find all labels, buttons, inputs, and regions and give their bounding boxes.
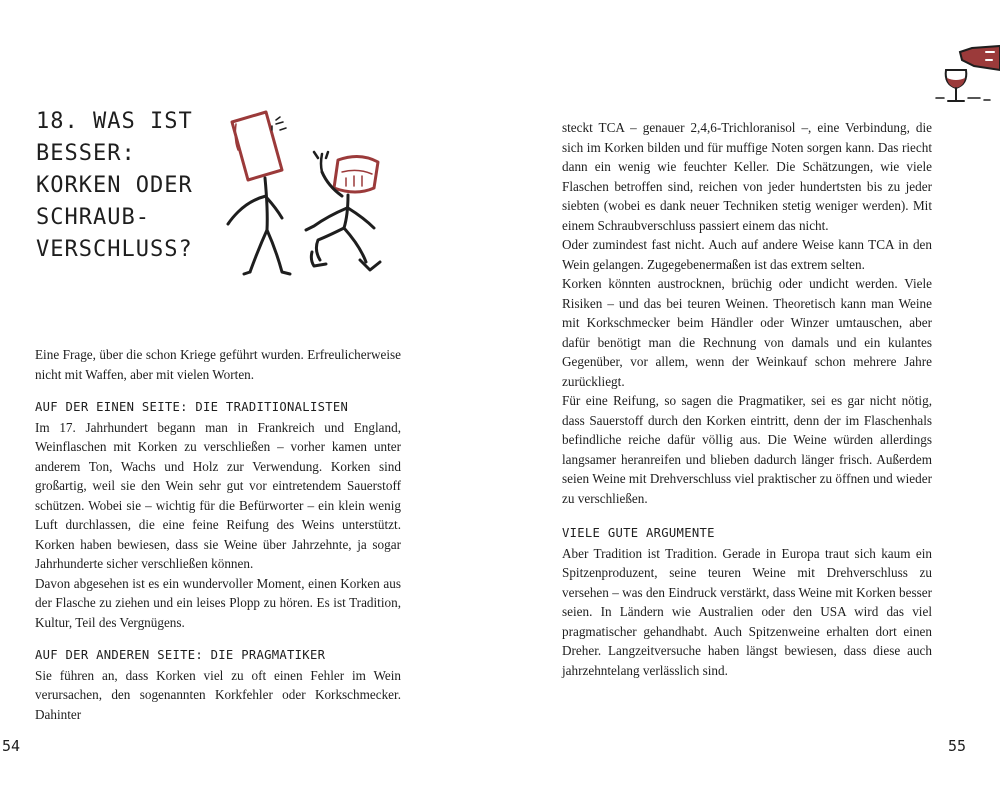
paragraph: Korken könnten austrocknen, brüchig oder undicht werden. Viele Risiken – und das bei teuren Weinen. Theoretisch kann man Weine mit Korkschmecker beim Händler oder Winzer umtauschen, aber dafür benötigt man die Rechnung von damals und ein kulantes Gegenüber, vor allem, wenn der Weinkauf schon mehrere Jahre zurückliegt. xyxy=(562,276,932,389)
cork-vs-screwcap-illustration xyxy=(210,100,400,285)
paragraph: Sie führen an, dass Korken viel zu oft einen Fehler im Wein verursachen, den sogenannten Korkfehler oder Korkschmecker. Dahinter xyxy=(35,667,401,722)
paragraph: steckt TCA – genauer 2,4,6-Trichloranisol –, eine Verbindung, die sich im Korken bilden und für muffige Noten sorgen kann. Das riecht dann ein wenig wie feuchter Keller. Die Schätzungen, wie viele Flaschen betroffen sind, reichen von jeder hundertsten bis zu jeder siebten (wobei es dank neuer Techniken stetig weniger werden). Mit einem Schraubverschluss passiert einem das nicht. xyxy=(562,120,932,233)
section-heading-arguments: VIELE GUTE ARGUMENTE xyxy=(562,526,715,540)
paragraph: Oder zumindest fast nicht. Auch auf andere Weise kann TCA in den Wein gelangen. Zugegebenermaßen ist das extrem selten. xyxy=(562,237,932,272)
heading-line: KORKEN ODER xyxy=(36,173,193,198)
paragraph: Im 17. Jahrhundert begann man in Frankreich und England, Weinflaschen mit Korken zu verschließen – vorher kamen unter anderem Ton, Wachs und Holz zur Verwendung. Korken sind großartig, weil sie den Wein sehr gut vor eintretendem Sauerstoff schützen. Wobei sie – wichtig für die Befürworter – ein klein wenig Luft durchlassen, die eine feine Reifung des Weins unterstützt. Korken haben bewiesen, dass sie Weine über Jahrzehnte, ja sogar Jahrhunderte sicher verschließen können. xyxy=(35,419,401,571)
heading-line: 18. WAS IST xyxy=(36,109,193,134)
chapter-heading xyxy=(36,106,193,266)
section-heading-pragmatists: AUF DER ANDEREN SEITE: DIE PRAGMATIKER xyxy=(35,648,326,662)
heading-line: VERSCHLUSS? xyxy=(36,237,193,262)
left-column-text xyxy=(35,345,401,724)
page-number-right: 55 xyxy=(947,737,966,755)
paragraph: Aber Tradition ist Tradition. Gerade in Europa traut sich kaum ein Spitzenproduzent, seine teuren Weine mit Drehverschluss zu versehen – was den Eindruck verstärkt, dass Weine mit Korken besser seien. In Ländern wie Australien oder den USA wird das viel pragmatischer gehandhabt. Auch Spitzenweine erhalten dort einen Dreher. Langzeitversuche haben längst bewiesen, dass diese auch jahrzehntelang verlässlich sind. xyxy=(562,545,932,678)
wine-pour-icon xyxy=(932,40,1000,110)
right-page xyxy=(500,0,1000,800)
section-heading-traditionalists: AUF DER EINEN SEITE: DIE TRADITIONALISTEN xyxy=(35,400,349,414)
right-column-text xyxy=(562,118,932,680)
paragraph: Für eine Reifung, so sagen die Pragmatiker, sei es gar nicht nötig, dass Sauerstoff durch den Korken eintritt, denn der im Flaschenhals befindliche reiche dafür völlig aus. Die Weine würden allerdings langsamer heranreifen und blieben dadurch länger frisch. Außerdem seien Weine mit Drehverschluss viel praktischer zu öffnen und wieder zu verschließen. xyxy=(562,393,932,506)
heading-line: BESSER: xyxy=(36,141,136,166)
paragraph: Davon abgesehen ist es ein wundervoller Moment, einen Korken aus der Flasche zu ziehen und ein leises Plopp zu hören. Es ist Tradition, Kultur, Teil des Vergnügens. xyxy=(35,575,401,630)
heading-line: SCHRAUB- xyxy=(36,205,150,230)
page-number-left: 54 xyxy=(2,737,21,755)
intro-paragraph: Eine Frage, über die schon Kriege geführt wurden. Erfreulicherweise nicht mit Waffen, aber mit vielen Worten. xyxy=(35,347,401,382)
